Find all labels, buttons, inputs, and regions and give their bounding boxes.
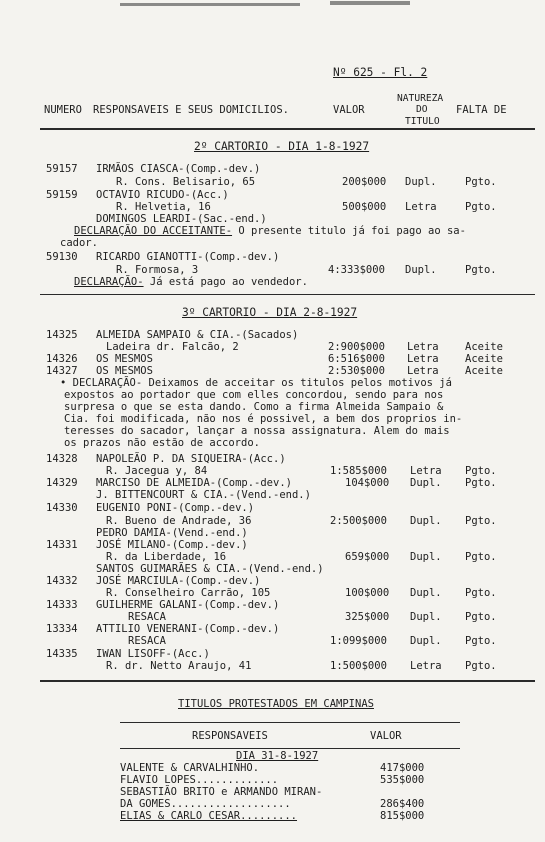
entry-address: RESACA <box>128 635 166 647</box>
entry-falta: Pgto. <box>465 465 497 477</box>
entry-falta: Pgto. <box>465 635 497 647</box>
campinas-valor: 815$000 <box>380 810 425 822</box>
entry-falta: Pgto. <box>465 660 497 672</box>
campinas-date: DIA 31-8-1927 <box>236 750 319 762</box>
declaration-label: DECLARAÇÃO DO ACCEITANTE- <box>74 225 233 237</box>
entry-name: IWAN LISOFF-(Acc.) <box>96 648 210 660</box>
entry-valor: 2:500$000 <box>330 515 387 527</box>
entry-valor: 4:333$000 <box>328 264 385 276</box>
col-valor: VALOR <box>370 730 402 742</box>
entry-address: R. da Liberdade, 16 <box>106 551 227 563</box>
entry-name: ATTILIO VENERANI-(Comp.-dev.) <box>96 623 280 635</box>
entry-valor: 500$000 <box>342 201 387 213</box>
entry-tipo: Dupl. <box>405 264 437 276</box>
declaration-text: Já está pago ao vendedor. <box>143 276 308 288</box>
campinas-name: DA GOMES................... <box>120 798 291 810</box>
declaration-label: DECLARAÇÃO- <box>74 276 144 288</box>
col-natureza-line2: DO <box>416 104 428 115</box>
entry-address: R. Cons. Belisario, 65 <box>116 176 256 188</box>
entry-valor: 1:500$000 <box>330 660 387 672</box>
entry-tipo: Letra <box>410 465 442 477</box>
entry-valor: 325$000 <box>345 611 390 623</box>
entry-tipo: Dupl. <box>410 477 442 489</box>
entry-number: 59157 <box>46 163 78 175</box>
entry-falta: Pgto. <box>465 587 497 599</box>
declaration <box>74 225 466 237</box>
campinas-name: VALENTE & CARVALHINHO. <box>120 762 260 774</box>
entry-falta: Aceite <box>465 353 503 365</box>
col-natureza-line1: NATUREZA <box>397 93 444 104</box>
entry-number: 14326 <box>46 353 78 365</box>
entry-valor: 200$000 <box>342 176 387 188</box>
campinas-valor: 535$000 <box>380 774 425 786</box>
entry-tipo: Letra <box>407 365 439 377</box>
entry-valor: 2:900$000 <box>328 341 385 353</box>
entry-name: ALMEIDA SAMPAIO & CIA.-(Sacados) <box>96 329 299 341</box>
entry-name: IRMÃOS CIASCA-(Comp.-dev.) <box>96 163 261 175</box>
entry-valor: 100$000 <box>345 587 390 599</box>
entry-tipo: Dupl. <box>410 551 442 563</box>
campinas-name: SEBASTIÃO BRITO e ARMANDO MIRAN- <box>120 786 323 798</box>
col-numero: NUMERO <box>44 104 82 116</box>
declaration-line: expostos ao portador que com elles concordou, sendo para nos <box>64 389 444 401</box>
entry-falta: Pgto. <box>465 176 497 188</box>
entry-tipo: Dupl. <box>405 176 437 188</box>
declaration-line: teresses do sacador, lançar a nossa assignatura. Alem do mais <box>64 425 450 437</box>
col-responsaveis: RESPONSAVEIS <box>192 730 268 742</box>
entry-name: PEDRO DAMIA-(Vend.-end.) <box>96 527 248 539</box>
campinas-title: TITULOS PROTESTADOS EM CAMPINAS <box>178 698 374 710</box>
entry-falta: Pgto. <box>465 201 497 213</box>
campinas-valor: 417$000 <box>380 762 425 774</box>
entry-name: GUILHERME GALANI-(Comp.-dev.) <box>96 599 280 611</box>
entry-falta: Pgto. <box>465 264 497 276</box>
entry-falta: Aceite <box>465 365 503 377</box>
entry-valor: 6:516$000 <box>328 353 385 365</box>
entry-name: EUGENIO PONI-(Comp.-dev.) <box>96 502 255 514</box>
entry-tipo: Dupl. <box>410 587 442 599</box>
entry-name: RICARDO GIANOTTI-(Comp.-dev.) <box>96 251 280 263</box>
declaration-line: • DECLARAÇÃO- Deixamos de acceitar os titulos pelos motivos já <box>60 377 452 389</box>
section-title: 3º CARTORIO - DIA 2-8-1927 <box>182 306 358 319</box>
entry-name: J. BITTENCOURT & CIA.-(Vend.-end.) <box>96 489 311 501</box>
declaration-line: surpresa o que se esta dando. Como a firma Almeida Sampaio & <box>64 401 444 413</box>
campinas-name: FLAVIO LOPES............. <box>120 774 279 786</box>
entry-tipo: Dupl. <box>410 635 442 647</box>
entry-address: R. Bueno de Andrade, 36 <box>106 515 252 527</box>
col-responsaveis: RESPONSAVEIS E SEUS DOMICILIOS. <box>93 104 289 116</box>
entry-number: 14331 <box>46 539 78 551</box>
entry-name: OS MESMOS <box>96 353 153 365</box>
section-rule <box>40 680 535 682</box>
col-falta: FALTA DE <box>456 104 507 116</box>
entry-number: 59130 <box>46 251 78 263</box>
entry-number: 59159 <box>46 189 78 201</box>
entry-number: 14325 <box>46 329 78 341</box>
entry-name: DOMINGOS LEARDI-(Sac.-end.) <box>96 213 267 225</box>
entry-falta: Pgto. <box>465 515 497 527</box>
entry-name: OCTAVIO RICUDO-(Acc.) <box>96 189 229 201</box>
entry-address: R. Formosa, 3 <box>116 264 199 276</box>
entry-tipo: Letra <box>407 341 439 353</box>
section-rule <box>40 294 535 295</box>
entry-address: R. Jacegua y, 84 <box>106 465 208 477</box>
declaration <box>74 276 308 288</box>
entry-tipo: Dupl. <box>410 611 442 623</box>
header-rule <box>40 128 535 130</box>
declaration-line: Cia. foi modificada, não nos é possivel, a bem dos proprios in- <box>64 413 463 425</box>
entry-address: RESACA <box>128 611 166 623</box>
entry-address: Ladeira dr. Falcão, 2 <box>106 341 239 353</box>
entry-number: 14328 <box>46 453 78 465</box>
entry-number: 14329 <box>46 477 78 489</box>
entry-number: 13334 <box>46 623 78 635</box>
section-title: 2º CARTORIO - DIA 1-8-1927 <box>194 140 370 153</box>
entry-tipo: Dupl. <box>410 515 442 527</box>
entry-name: MARCISO DE ALMEIDA-(Comp.-dev.) <box>96 477 292 489</box>
scan-mark <box>330 1 410 5</box>
entry-valor: 659$000 <box>345 551 390 563</box>
entry-number: 14332 <box>46 575 78 587</box>
col-valor: VALOR <box>333 104 365 116</box>
entry-valor: 104$000 <box>345 477 390 489</box>
entry-valor: 2:530$000 <box>328 365 385 377</box>
entry-address: R. Helvetia, 16 <box>116 201 211 213</box>
entry-valor: 1:099$000 <box>330 635 387 647</box>
entry-number: 14327 <box>46 365 78 377</box>
entry-falta: Pgto. <box>465 551 497 563</box>
entry-name: OS MESMOS <box>96 365 153 377</box>
declaration-text: O presente titulo já foi pago ao sa- <box>232 225 466 237</box>
campinas-name: ELIAS & CARLO CESAR......... <box>120 810 298 822</box>
entry-tipo: Letra <box>410 660 442 672</box>
declaration-continuation: cador. <box>60 237 98 249</box>
entry-name: NAPOLEÃO P. DA SIQUEIRA-(Acc.) <box>96 453 286 465</box>
entry-number: 14335 <box>46 648 78 660</box>
entry-valor: 1:585$000 <box>330 465 387 477</box>
entry-address: R. Conselheiro Carrão, 105 <box>106 587 271 599</box>
entry-name: JOSÉ MARCIULA-(Comp.-dev.) <box>96 575 261 587</box>
entry-falta: Pgto. <box>465 611 497 623</box>
campinas-valor: 286$400 <box>380 798 425 810</box>
entry-falta: Aceite <box>465 341 503 353</box>
entry-address: R. dr. Netto Araujo, 41 <box>106 660 252 672</box>
entry-number: 14330 <box>46 502 78 514</box>
col-natureza-line3: TITULO <box>405 116 440 127</box>
scan-mark <box>120 3 300 6</box>
table-rule <box>120 748 460 749</box>
table-rule <box>120 722 460 723</box>
entry-tipo: Letra <box>407 353 439 365</box>
entry-number: 14333 <box>46 599 78 611</box>
document-number: Nº 625 - Fl. 2 <box>333 66 428 79</box>
entry-name: JOSÉ MILANO-(Comp.-dev.) <box>96 539 248 551</box>
declaration-line: os prazos não estão de accordo. <box>64 437 260 449</box>
entry-falta: Pgto. <box>465 477 497 489</box>
entry-tipo: Letra <box>405 201 437 213</box>
entry-name: SANTOS GUIMARÃES & CIA.-(Vend.-end.) <box>96 563 324 575</box>
